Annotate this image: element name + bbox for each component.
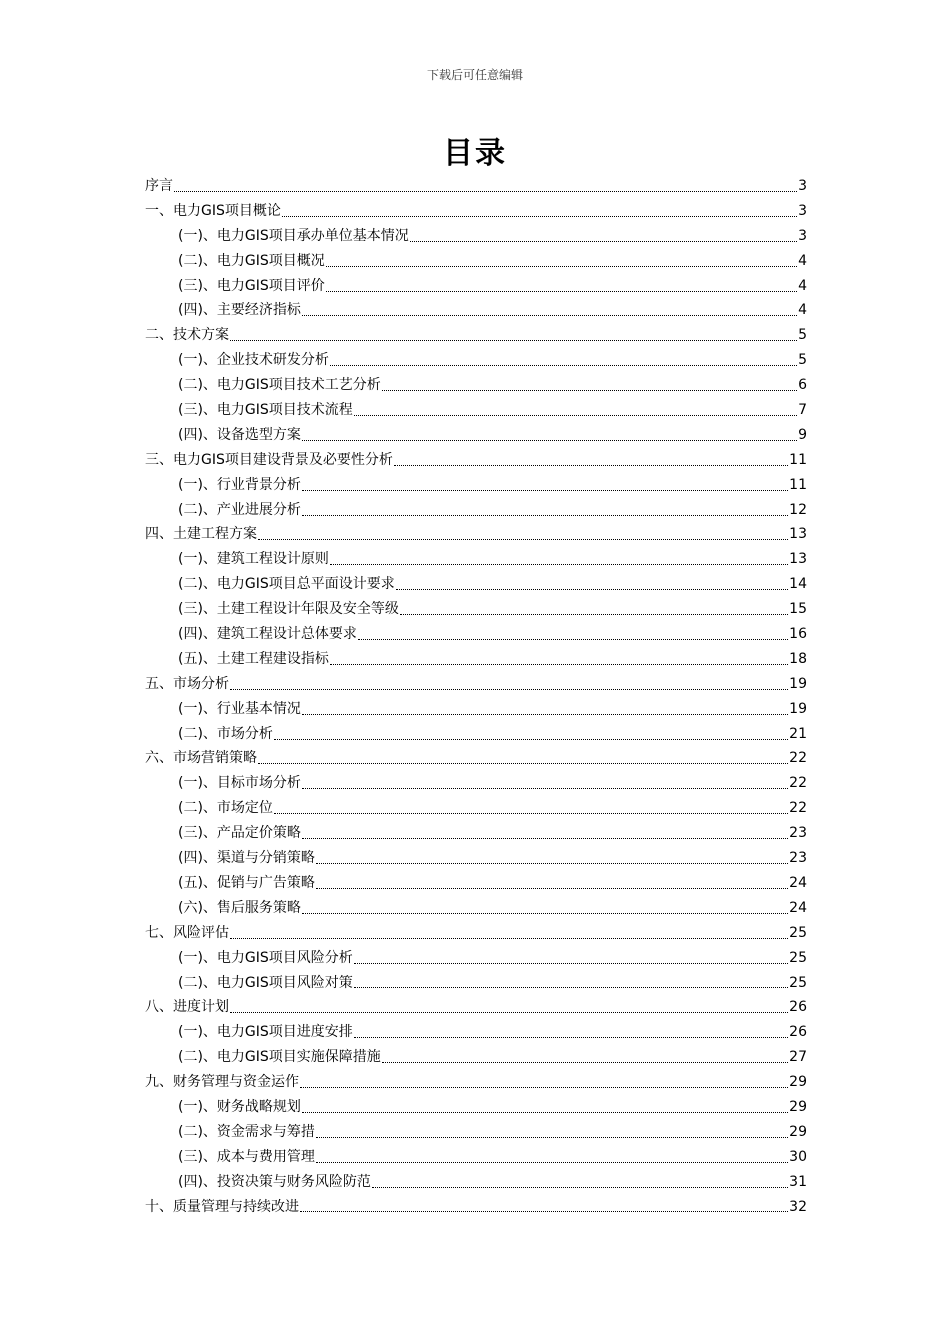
toc-entry[interactable] [145,473,807,498]
toc-entry[interactable] [145,547,807,572]
toc-dot-leader [316,888,788,889]
toc-entry-text: (二)、资金需求与筹措 [178,1123,315,1140]
toc-entry-text: (一)、电力GIS项目进度安排 [178,1024,353,1041]
toc-entry-text: (一)、行业基本情况 [178,700,301,717]
toc-entry-text: (一)、目标市场分析 [178,775,301,792]
toc-dot-leader [410,241,797,242]
toc-entry[interactable] [145,1145,807,1170]
toc-dot-leader [382,1062,788,1063]
toc-entry-text: (一)、企业技术研发分析 [178,352,329,369]
toc-entry-text: (二)、电力GIS项目技术工艺分析 [178,377,381,394]
toc-dot-leader [354,963,788,964]
toc-page-number: 14 [789,576,807,593]
toc-page-number: 23 [789,825,807,842]
toc-entry[interactable] [145,323,807,348]
toc-entry[interactable] [145,896,807,921]
toc-entry[interactable] [145,796,807,821]
toc-entry-text: (二)、市场分析 [178,725,273,742]
toc-entry-text: (三)、产品定价策略 [178,825,301,842]
toc-entry-text: 二、技术方案 [145,327,229,344]
toc-dot-leader [258,539,788,540]
toc-entry[interactable] [145,348,807,373]
toc-dot-leader [300,1211,788,1212]
toc-entry[interactable] [145,921,807,946]
toc-entry[interactable] [145,697,807,722]
toc-dot-leader [302,913,788,914]
toc-dot-leader [302,490,788,491]
toc-entry-text: 三、电力GIS项目建设背景及必要性分析 [145,451,393,468]
toc-entry-text: 九、财务管理与资金运作 [145,1074,299,1091]
toc-dot-leader [354,415,797,416]
toc-entry[interactable] [145,1120,807,1145]
toc-page-number: 16 [789,626,807,643]
toc-page-number: 15 [789,601,807,618]
toc-page-number: 3 [798,227,807,244]
toc-entry-text: (二)、电力GIS项目概况 [178,252,325,269]
toc-entry-text: 序言 [145,178,173,194]
toc-page-number: 32 [789,1198,807,1215]
toc-entry-text: (五)、土建工程建设指标 [178,650,329,667]
toc-entry-text: 一、电力GIS项目概论 [145,202,281,219]
toc-entry[interactable] [145,373,807,398]
toc-entry-text: (四)、投资决策与财务风险防范 [178,1173,371,1190]
toc-dot-leader [330,365,797,366]
toc-entry-text: (二)、产业进展分析 [178,501,301,518]
toc-dot-leader [302,838,788,839]
toc-dot-leader [300,1087,788,1088]
toc-page-number: 24 [789,899,807,916]
toc-entry-text: (二)、市场定位 [178,800,273,817]
toc-page-number: 11 [789,451,807,468]
toc-entry-text: (三)、成本与费用管理 [178,1148,315,1165]
toc-dot-leader [382,390,797,391]
toc-dot-leader [326,266,797,267]
toc-entry-text: (二)、电力GIS项目实施保障措施 [178,1049,381,1066]
toc-page-number: 25 [789,924,807,941]
toc-page-number: 5 [798,327,807,344]
toc-entry[interactable] [145,298,807,323]
toc-entry-text: (五)、促销与广告策略 [178,874,315,891]
toc-entry[interactable] [145,423,807,448]
toc-entry[interactable] [145,174,807,199]
toc-entry-text: (四)、主要经济指标 [178,302,301,319]
toc-entry-text: 四、土建工程方案 [145,526,257,543]
toc-entry-text: 六、市场营销策略 [145,750,257,767]
toc-entry-text: (二)、电力GIS项目风险对策 [178,974,353,991]
toc-entry[interactable] [145,274,807,299]
toc-dot-leader [274,813,788,814]
toc-dot-leader [230,340,797,341]
toc-dot-leader [302,440,797,441]
toc-page-number: 4 [798,277,807,294]
toc-dot-leader [174,191,797,192]
toc-page-number: 31 [789,1173,807,1190]
toc-page-number: 22 [789,800,807,817]
toc-entry-text: (一)、建筑工程设计原则 [178,551,329,568]
toc-entry-text: (一)、行业背景分析 [178,476,301,493]
toc-entry-text: (三)、电力GIS项目评价 [178,277,325,294]
toc-page-number: 29 [789,1098,807,1115]
toc-page-number: 5 [798,352,807,369]
toc-entry[interactable] [145,398,807,423]
toc-page-number: 12 [789,501,807,518]
toc-entry-text: (四)、建筑工程设计总体要求 [178,626,357,643]
toc-dot-leader [274,739,788,740]
toc-page-number: 26 [789,1024,807,1041]
toc-page-number: 4 [798,252,807,269]
toc-page-number: 21 [789,725,807,742]
toc-dot-leader [230,938,788,939]
toc-entry[interactable] [145,498,807,523]
toc-dot-leader [372,1187,788,1188]
toc-dot-leader [302,315,797,316]
toc-entry[interactable] [145,224,807,249]
toc-entry[interactable] [145,1095,807,1120]
toc-entry-text: (四)、设备选型方案 [178,426,301,443]
toc-entry-text: 七、风险评估 [145,924,229,941]
toc-dot-leader [230,1012,788,1013]
toc-entry[interactable] [145,448,807,473]
toc-entry-text: (一)、电力GIS项目风险分析 [178,949,353,966]
table-of-contents [145,174,807,1219]
toc-entry[interactable] [145,622,807,647]
toc-title: 目录 [443,136,507,171]
toc-entry[interactable] [145,871,807,896]
toc-entry[interactable] [145,522,807,547]
toc-page-number: 13 [789,551,807,568]
toc-page-number: 29 [789,1074,807,1091]
toc-entry[interactable] [145,1070,807,1095]
toc-dot-leader [330,564,788,565]
toc-dot-leader [316,1162,788,1163]
toc-entry[interactable] [145,846,807,871]
toc-page-number: 24 [789,874,807,891]
toc-dot-leader [354,1037,788,1038]
toc-entry-text: (三)、土建工程设计年限及安全等级 [178,601,399,618]
toc-entry[interactable] [145,199,807,224]
toc-dot-leader [396,589,788,590]
toc-entry-text: (二)、电力GIS项目总平面设计要求 [178,576,395,593]
toc-entry-text: (一)、财务战略规划 [178,1098,301,1115]
toc-entry[interactable] [145,722,807,747]
toc-page-number: 29 [789,1123,807,1140]
toc-entry-text: (六)、售后服务策略 [178,899,301,916]
toc-page-number: 13 [789,526,807,543]
toc-entry[interactable] [145,1045,807,1070]
toc-entry[interactable] [145,995,807,1020]
toc-dot-leader [394,465,788,466]
toc-entry[interactable] [145,647,807,672]
toc-entry[interactable] [145,672,807,697]
toc-entry[interactable] [145,572,807,597]
toc-dot-leader [230,689,788,690]
toc-dot-leader [400,614,788,615]
toc-page-number: 27 [789,1049,807,1066]
toc-dot-leader [354,987,788,988]
toc-dot-leader [330,664,788,665]
toc-dot-leader [302,788,788,789]
toc-entry[interactable] [145,1020,807,1045]
toc-dot-leader [302,515,788,516]
toc-page-number: 11 [789,476,807,493]
toc-entry[interactable] [145,597,807,622]
toc-entry[interactable] [145,771,807,796]
toc-page-number: 19 [789,675,807,692]
toc-page-number: 19 [789,700,807,717]
toc-page-number: 6 [798,377,807,394]
toc-dot-leader [302,714,788,715]
header-note: 下载后可任意编辑 [426,68,523,82]
toc-entry[interactable] [145,971,807,996]
toc-page-number: 23 [789,850,807,867]
toc-dot-leader [326,291,797,292]
toc-page-number: 9 [798,426,807,443]
toc-page-number: 30 [789,1148,807,1165]
toc-entry[interactable] [145,821,807,846]
toc-dot-leader [302,1112,788,1113]
toc-dot-leader [258,763,788,764]
toc-dot-leader [282,216,797,217]
toc-page-number: 7 [798,402,807,419]
toc-page-number: 18 [789,650,807,667]
toc-dot-leader [358,639,788,640]
toc-entry[interactable] [145,746,807,771]
toc-entry-text: (四)、渠道与分销策略 [178,850,315,867]
toc-page-number: 3 [798,202,807,219]
toc-page-number: 26 [789,999,807,1016]
toc-entry[interactable] [145,1195,807,1220]
toc-page-number: 22 [789,775,807,792]
toc-page-number: 22 [789,750,807,767]
toc-dot-leader [316,1137,788,1138]
toc-entry[interactable] [145,249,807,274]
toc-page-number: 25 [789,974,807,991]
toc-entry-text: 八、进度计划 [145,999,229,1016]
toc-dot-leader [316,863,788,864]
toc-page-number: 25 [789,949,807,966]
toc-entry[interactable] [145,946,807,971]
toc-page-number: 4 [798,302,807,319]
toc-entry-text: 十、质量管理与持续改进 [145,1198,299,1215]
toc-entry-text: 五、市场分析 [145,675,229,692]
toc-entry-text: (一)、电力GIS项目承办单位基本情况 [178,227,409,244]
toc-entry-text: (三)、电力GIS项目技术流程 [178,402,353,419]
toc-page-number: 3 [798,178,807,194]
toc-entry[interactable] [145,1170,807,1195]
